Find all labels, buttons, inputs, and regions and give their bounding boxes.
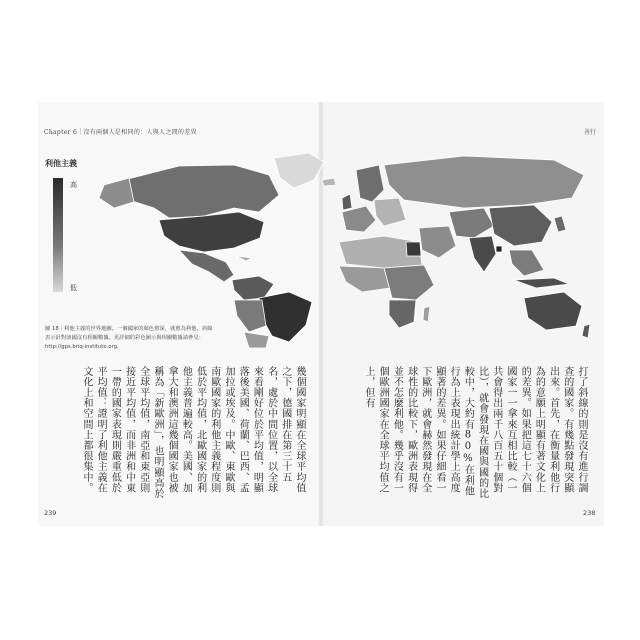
bangladesh: [496, 246, 502, 252]
right-page-body-text: 打了斜線的則是沒有進行調查的國家。有幾點發現突顯出來。首先，在衡量利他行為的意願上明顯有著文化上的差異。如果把這七十六個國家一一拿來互相比較（一共會得出兩千八百五十個對比），就會發現在國與國的比較中，大約有80%在利他行為上表現出統計學上高度顯著的差異。如果仔細看一下歐洲，就會赫然發現在全球性的比較下，歐洲表現得並不怎麼利他。幾乎沒有一個歐洲國家在全球平均值之上，但有: [362, 366, 587, 499]
brazil: [259, 292, 312, 342]
india: [469, 236, 496, 272]
page-number-right: 238: [583, 509, 596, 517]
cuba: [236, 256, 252, 261]
scandinavia: [356, 165, 384, 202]
southern-africa: [389, 300, 416, 328]
china: [489, 205, 552, 246]
indonesia: [514, 278, 569, 288]
west-africa: [339, 266, 390, 292]
middle-east: [419, 226, 456, 258]
running-head-section: 善行: [584, 129, 597, 136]
japan-korea: [554, 216, 566, 232]
canada: [124, 165, 279, 218]
running-head-chapter: Chapter 6｜沒有兩個人是相同的：人與人之間的差異: [44, 129, 197, 136]
legend-high-label: 高: [70, 181, 77, 189]
uk-ireland: [342, 194, 352, 210]
legend-low-label: 低: [70, 284, 77, 292]
iceland: [322, 178, 336, 186]
left-page-body-text: 幾個國家明顯在全球平均值之下，德國排在第三十五名，處於中間位置，以全球來看剛好位於平均值，明顯落後美國、荷蘭、巴西、孟加拉或埃及。中歐、東歐與南歐國家的利他主義程度則低於平均值，北歐國家的利他主義普遍較高。美國、加拿大和澳洲這幾個國家也被稱為「新歐洲」，也明顯高於全球平均值，南亞和東亞則接近平均值，而非洲和中東一帶的國家表現則嚴重低於平均值：證明了利他主義在文化上和空間上都很集中。: [80, 366, 305, 499]
western-europe: [342, 206, 376, 232]
page-number-left: 239: [44, 509, 57, 517]
mexico-central-america: [179, 250, 234, 282]
egypt: [406, 242, 421, 256]
greenland: [274, 153, 324, 188]
alaska: [99, 178, 134, 208]
altruism-legend-gradient: [53, 178, 63, 292]
madagascar: [423, 306, 430, 322]
eastern-europe: [374, 198, 406, 226]
australia: [524, 292, 582, 330]
map-title: 利他主義: [45, 159, 77, 168]
central-east-africa: [384, 265, 434, 300]
new-zealand: [582, 324, 590, 338]
chile-argentina: [244, 332, 269, 348]
russia: [384, 156, 584, 208]
peru-bolivia: [234, 300, 266, 332]
world-map: [84, 150, 594, 348]
map-caption: 圖 18｜利他主義的世界地圖。一個國家的顏色愈深，就愈為利他。斜線表示針對該國沒有相關數據。更詳細的彩色圖示與相關數據請參見：http://gps.briq-institute.org.: [45, 326, 213, 350]
southeast-asia: [509, 250, 544, 276]
iran-central-asia: [449, 208, 494, 238]
